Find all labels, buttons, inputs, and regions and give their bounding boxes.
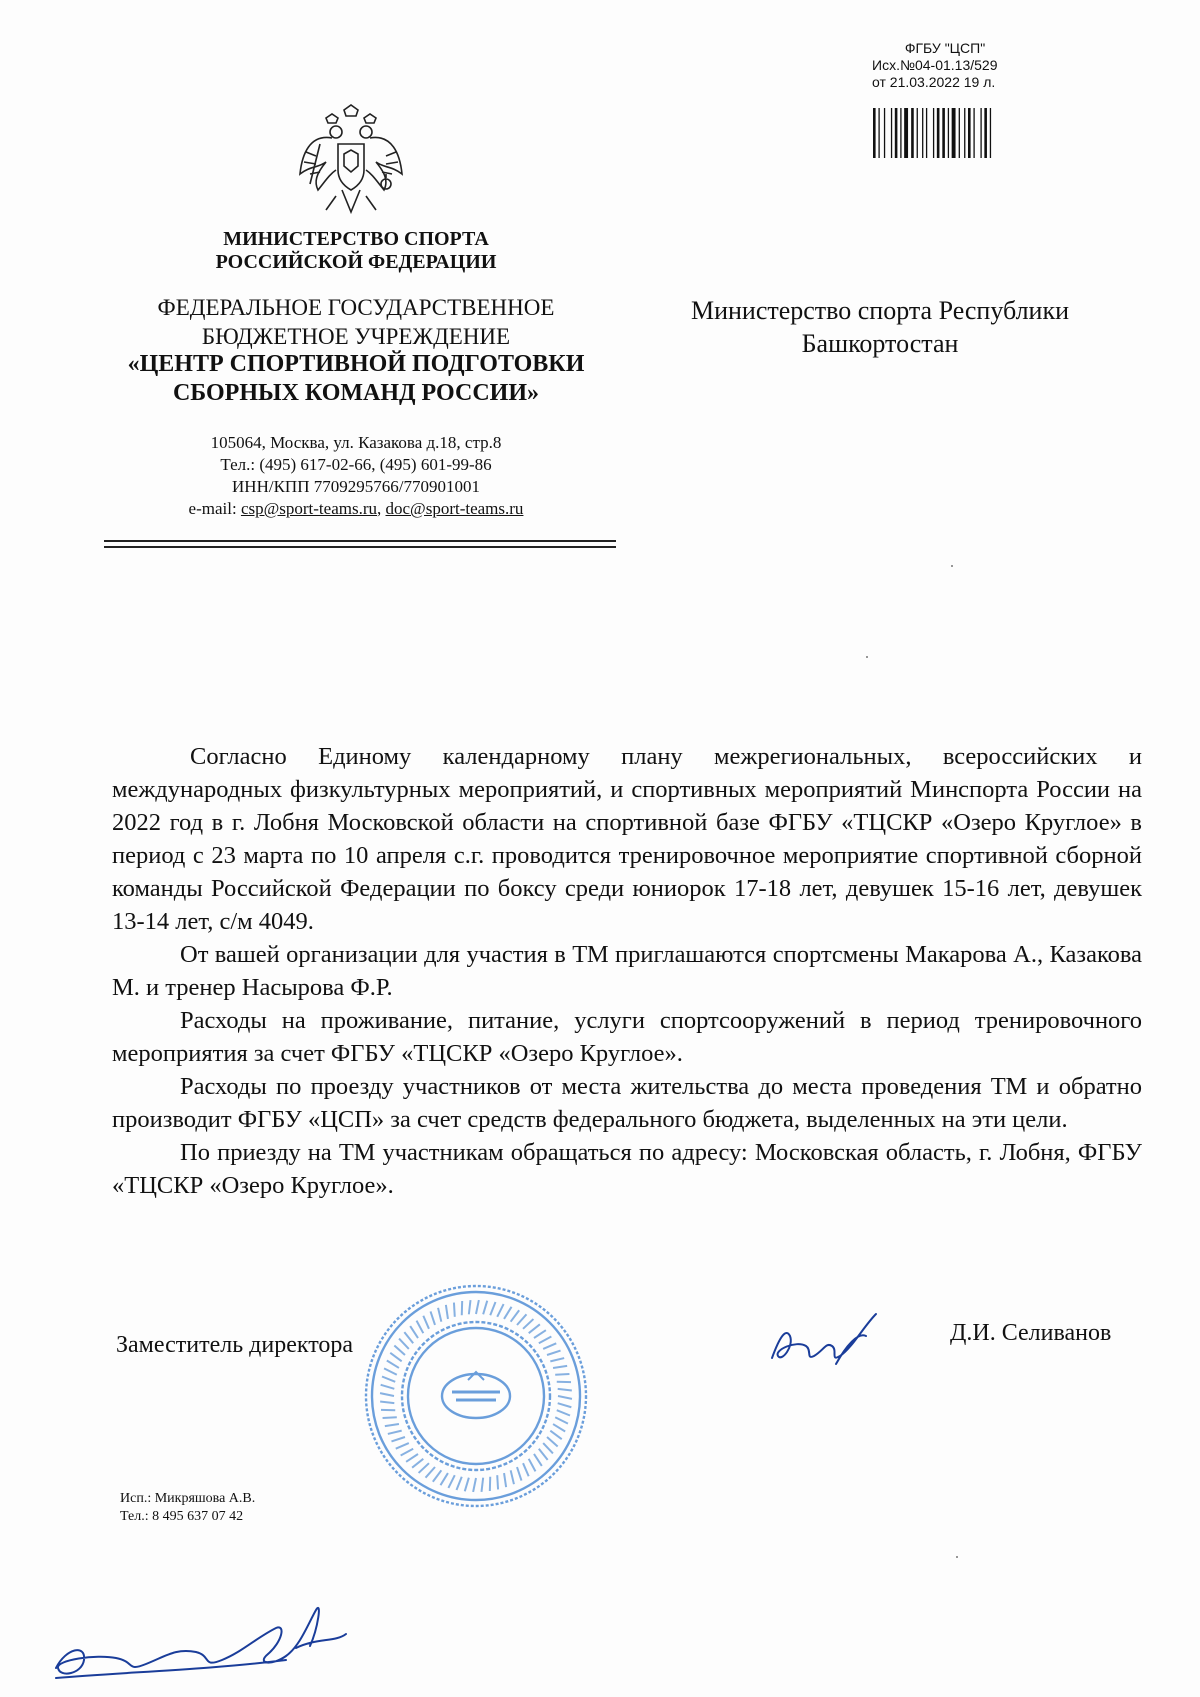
addressee-line-1: Министерство спорта Республики: [690, 296, 1070, 325]
email-link-doc[interactable]: doc@sport-teams.ru: [385, 499, 524, 518]
letterhead-divider-top: [104, 540, 616, 542]
ministry-line-2: РОССИЙСКОЙ ФЕДЕРАЦИИ: [215, 251, 497, 273]
org-line-3: «ЦЕНТР СПОРТИВНОЙ ПОДГОТОВКИ: [127, 351, 585, 377]
registration-date: от 21.03.2022 19 л.: [872, 74, 996, 90]
executor-phone: Тел.: 8 495 637 07 42: [120, 1509, 244, 1524]
registration-org: ФГБУ "ЦСП": [904, 40, 986, 56]
body-paragraph-1: Согласно Единому календарному плану межрегиональных, всероссийских и международных физкультурных мероприятий, и спортивных мероприятий Минспорта России на 2022 год в г. Лобня Московской области на спортивной базе ФГБУ «ТЦСКР «Озеро Круглое» в период с 23 марта по 10 апреля с.г. проводится тренировочное мероприятие спортивной сборной команды Российской Федерации по боксу среди юниорок 17-18 лет, девушек 15-16 лет, девушек 13-14 лет, с/м 4049.: [112, 743, 1142, 935]
org-email-line: [126, 498, 586, 520]
executor-info: [120, 1490, 255, 1526]
body-paragraph-2: От вашей организации для участия в ТМ приглашаются спортсмены Макарова А., Казакова М. и тренер Насырова Ф.Р.: [112, 941, 1142, 1001]
org-line-1: ФЕДЕРАЛЬНОЕ ГОСУДАРСТВЕННОЕ: [157, 295, 555, 320]
speck: [866, 656, 868, 658]
addressee: [660, 294, 1100, 360]
coat-of-arms-emblem: [296, 104, 406, 226]
speck: [951, 565, 953, 567]
ministry-name: [156, 228, 556, 274]
email-label: e-mail:: [188, 499, 241, 518]
official-stamp: [356, 1276, 596, 1516]
org-contacts: [126, 432, 586, 520]
barcode: [873, 108, 1018, 158]
email-separator: ,: [377, 499, 386, 518]
executor-name: Исп.: Микряшова А.В.: [120, 1491, 256, 1506]
letterhead-divider-bottom: [104, 546, 616, 548]
org-line-2: БЮДЖЕТНОЕ УЧРЕЖДЕНИЕ: [201, 324, 511, 349]
letter-body: [112, 740, 1142, 1202]
org-phone: Тел.: (495) 617-02-66, (495) 601-99-86: [220, 455, 492, 474]
email-link-csp[interactable]: csp@sport-teams.ru: [240, 499, 377, 518]
handwritten-signature: [766, 1306, 886, 1376]
outgoing-registration: [860, 40, 1030, 91]
addressee-line-2: Башкортостан: [801, 329, 959, 358]
signatory-title: Заместитель директора: [116, 1332, 354, 1358]
handwritten-initials: [46, 1598, 376, 1688]
org-line-4: СБОРНЫХ КОМАНД РОССИИ»: [172, 380, 540, 406]
registration-number: Исх.№04-01.13/529: [872, 57, 998, 73]
body-paragraph-4: Расходы по проезду участников от места жительства до места проведения ТМ и обратно производит ФГБУ «ЦСП» за счет средств федерального бюджета, выделенных на эти цели.: [112, 1073, 1142, 1133]
body-paragraph-5: По приезду на ТМ участникам обращаться по адресу: Московская область, г. Лобня, ФГБУ «ТЦСКР «Озеро Круглое».: [112, 1139, 1142, 1199]
signatory-name: Д.И. Селиванов: [950, 1320, 1112, 1346]
org-address: 105064, Москва, ул. Казакова д.18, стр.8: [210, 433, 502, 452]
org-inn: ИНН/КПП 7709295766/770901001: [232, 477, 480, 496]
ministry-line-1: МИНИСТЕРСТВО СПОРТА: [223, 228, 489, 250]
body-paragraph-3: Расходы на проживание, питание, услуги спортсооружений в период тренировочного мероприятия за счет ФГБУ «ТЦСКР «Озеро Круглое».: [112, 1007, 1142, 1067]
speck: [956, 1556, 958, 1558]
